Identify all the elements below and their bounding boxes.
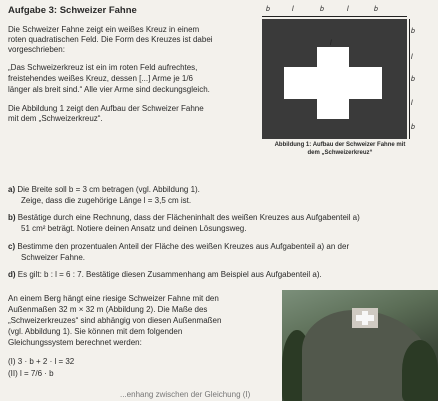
dim-label-top-l1: l xyxy=(292,6,294,13)
figure-1-flag-diagram xyxy=(250,4,430,179)
dim-label-top-b3: b xyxy=(374,6,378,13)
equation-2: (II) l = 7/6 · b xyxy=(8,369,54,378)
part-c-line-2: Schweizer Fahne. xyxy=(21,253,86,262)
cross-horizontal-bar xyxy=(284,67,382,99)
tree-shape-right xyxy=(402,340,438,401)
dim-label-inner-b: b xyxy=(376,76,380,83)
mountain-flag-photo xyxy=(282,290,438,401)
dim-label-top-b1: b xyxy=(266,6,270,13)
bigflag-line-2: Außenmaßen 32 m × 32 m (Abbildung 2). Die Maße des xyxy=(8,305,208,314)
dim-label-inner-l: l xyxy=(330,40,332,47)
quote-line-3: länger als breit sind.“ Alle vier Arme sind deckungsgleich. xyxy=(8,85,210,94)
flag-square xyxy=(262,19,407,139)
figref-line-2: mit dem „Schweizerkreuz“. xyxy=(8,114,103,123)
dim-label-top-l2: l xyxy=(347,6,349,13)
dim-label-right-l2: l xyxy=(411,100,413,107)
photo-cross-horizontal xyxy=(356,315,374,321)
bigflag-line-1: An einem Berg hängt eine riesige Schweizer Fahne mit den xyxy=(8,294,219,303)
quote-line-2: freistehendes weißes Kreuz, dessen [...] Arme je 1/6 xyxy=(8,74,193,83)
intro-line-2: roten quadratischen Feld. Die Form des Kreuzes ist dabei xyxy=(8,35,213,44)
part-b-line-2: 51 cm² beträgt. Notiere deinen Ansatz und deinen Lösungsweg. xyxy=(21,224,247,233)
intro-line-1: Die Schweizer Fahne zeigt ein weißes Kreuz in einem xyxy=(8,25,200,34)
fraction-one-sixth: 1/6 xyxy=(181,74,193,83)
intro-line-3: vorgeschrieben: xyxy=(8,45,65,54)
part-a-line-2: Zeige, dass die zugehörige Länge l = 3,5 cm ist. xyxy=(21,196,192,205)
bigflag-line-5: Gleichungssystem berechnet werden: xyxy=(8,338,142,347)
part-d: d) Es gilt: b : l = 6 : 7. Bestätige diesen Zusammenhang am Beispiel aus Aufgabenteil a). xyxy=(8,270,322,279)
top-dimension-line xyxy=(262,16,407,17)
bigflag-line-4: (vgl. Abbildung 1). Sie können mit dem folgenden xyxy=(8,327,183,336)
figref-line-1: Die Abbildung 1 zeigt den Aufbau der Schweizer Fahne xyxy=(8,104,204,113)
part-b: b) Bestätige durch eine Rechnung, dass der Flächeninhalt des weißen Kreuzes aus Aufgabenteil a) xyxy=(8,213,360,222)
dim-label-top-b2: b xyxy=(320,6,324,13)
footer-cutoff-text: ...enhang zwischen der Gleichung (I) xyxy=(120,390,251,399)
part-a: a) Die Breite soll b = 3 cm betragen (vgl. Abbildung 1). xyxy=(8,185,200,194)
quote-line-1: „Das Schweizerkreuz ist ein im roten Feld aufrechtes, xyxy=(8,63,198,72)
dim-label-right-b2: b xyxy=(411,76,415,83)
right-dimension-line xyxy=(409,19,410,139)
bigflag-line-3: „Schweizerkreuzes“ sind abhängig von diesen Außenmaßen xyxy=(8,316,222,325)
equation-1: (I) 3 · b + 2 · l = 32 xyxy=(8,357,75,366)
dim-label-right-b1: b xyxy=(411,28,415,35)
task-title: Aufgabe 3: Schweizer Fahne xyxy=(8,5,137,16)
figure-1-caption: Abbildung 1: Aufbau der Schweizer Fahne mit dem „Schweizerkreuz“ xyxy=(274,142,406,156)
part-c: c) Bestimme den prozentualen Anteil der Fläche des weißen Kreuzes aus Aufgabenteil a) an der xyxy=(8,242,350,251)
dim-label-right-l1: l xyxy=(411,54,413,61)
dim-label-right-b3: b xyxy=(411,124,415,131)
